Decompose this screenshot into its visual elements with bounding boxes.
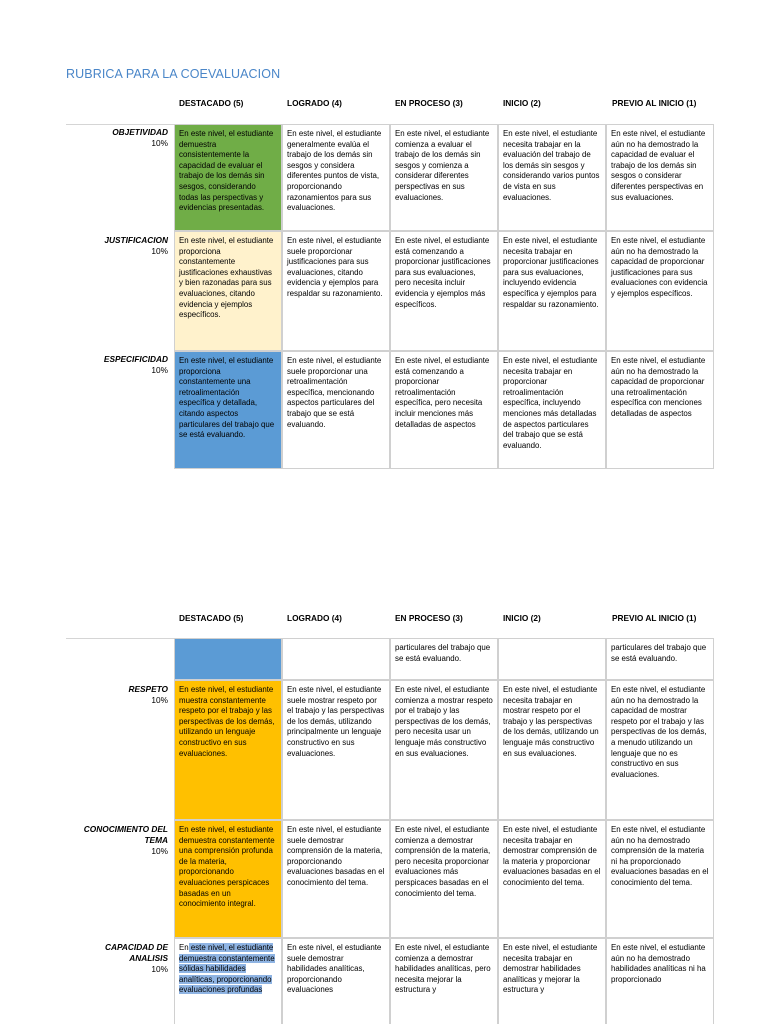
- cell-previo: En este nivel, el estudiante aún no ha demostrado la capacidad de mostrar respeto por el trabajo y las perspectivas de los demás, a menudo utilizando un lenguaje que no es constructivo en sus evaluaciones.: [606, 680, 714, 820]
- cell-en-proceso: En este nivel, el estudiante comienza a mostrar respeto por el trabajo y las perspectivas de los demás, pero necesita usar un lenguaje más constructivo en sus evaluaciones.: [390, 680, 498, 820]
- criterion-row-especificidad: [66, 351, 704, 469]
- cell-en-proceso: En este nivel, el estudiante está comenzando a proporcionar retroalimentación específica, pero necesita incluir menciones más detalladas de aspectos: [390, 351, 498, 469]
- criterion-weight: 10%: [151, 138, 168, 148]
- level-header-logrado: LOGRADO (4): [287, 98, 342, 108]
- level-header-inicio: INICIO (2): [503, 613, 541, 623]
- cell-logrado: En este nivel, el estudiante suele demostrar comprensión de la materia, proporcionando evaluaciones basadas en el conocimiento del tema.: [282, 820, 390, 938]
- cell-inicio: En este nivel, el estudiante necesita trabajar en demostrar habilidades analíticas y mejorar la estructura y: [498, 938, 606, 1024]
- cell-logrado: En este nivel, el estudiante generalmente evalúa el trabajo de los demás sin sesgos y considera diferentes puntos de vista, proporcionando razonamientos para sus evaluaciones.: [282, 124, 390, 231]
- rubric-table-2: [66, 613, 709, 995]
- cell-inicio: En este nivel, el estudiante necesita trabajar en mostrar respeto por el trabajo y las perspectivas de los demás, utilizando un lenguaje más constructivo en sus evaluaciones.: [498, 680, 606, 820]
- criterion-name: RESPETO: [128, 684, 168, 694]
- cell-destacado: En este nivel, el estudiante demuestra consistentemente la capacidad de evaluar el trabajo de los demás sin sesgos, considerando todas las perspectivas y evidencias presentadas.: [174, 124, 282, 231]
- cell-previo: En este nivel, el estudiante aún no ha demostrado la capacidad de proporcionar una retroalimentación específica con menciones detalladas de aspectos: [606, 351, 714, 469]
- cell-en-proceso: En este nivel, el estudiante comienza a demostrar comprensión de la materia, pero necesita proporcionar evaluaciones más perspicaces basadas en el conocimiento del tema.: [390, 820, 498, 938]
- criterion-label: [66, 824, 168, 857]
- cell-destacado: En este nivel, el estudiante proporciona constantemente justificaciones exhaustivas y bien razonadas para sus evaluaciones, citando evidencia y ejemplos específicos.: [174, 231, 282, 351]
- criterion-weight: 10%: [151, 846, 168, 856]
- cell-previo: En este nivel, el estudiante aún no ha demostrado la capacidad de proporcionar justificaciones para sus evaluaciones con evidencia y ejemplos específicos.: [606, 231, 714, 351]
- cell-logrado: En este nivel, el estudiante suele proporcionar una retroalimentación específica, mencionando aspectos particulares del trabajo que se está evaluando.: [282, 351, 390, 469]
- criterion-label: [66, 127, 168, 149]
- level-header-destacado: DESTACADO (5): [179, 98, 244, 108]
- cell-destacado: [174, 638, 282, 680]
- criterion-label: [66, 942, 168, 975]
- criterion-row-conocimiento: [66, 820, 709, 938]
- criterion-name: ESPECIFICIDAD: [103, 354, 168, 364]
- cell-en-proceso: En este nivel, el estudiante está comenzando a proporcionar justificaciones para sus evaluaciones, pero necesita incluir evidencia y ejemplos más específicos.: [390, 231, 498, 351]
- cell-inicio: En este nivel, el estudiante necesita trabajar en la evaluación del trabajo de los demás sin sesgos y considerando varios puntos de vista en sus evaluaciones.: [498, 124, 606, 231]
- cell-destacado: En este nivel, el estudiante proporciona constantemente una retroalimentación específica y detallada, citando aspectos particulares del trabajo que se está evaluando.: [174, 351, 282, 469]
- criterion-name: JUSTIFICACION: [104, 235, 168, 245]
- cell-inicio: En este nivel, el estudiante necesita trabajar en proporcionar retroalimentación específica, incluyendo menciones más detalladas de aspectos particulares del trabajo que se está evaluando.: [498, 351, 606, 469]
- criterion-weight: 10%: [151, 964, 168, 974]
- cell-previo: En este nivel, el estudiante aún no ha demostrado la capacidad de evaluar el trabajo de los demás sin sesgos o considerar diferentes perspectivas en sus evaluaciones.: [606, 124, 714, 231]
- criterion-label: [66, 235, 168, 257]
- criterion-name: CAPACIDAD DE ANALISIS: [105, 942, 168, 963]
- criterion-weight: 10%: [151, 695, 168, 705]
- level-header-en-proceso: EN PROCESO (3): [395, 613, 463, 623]
- cell-text-prefix: En: [179, 943, 189, 952]
- level-header-previo: PREVIO AL INICIO (1): [612, 98, 697, 108]
- level-header-row: [66, 613, 704, 639]
- cell-inicio: [498, 638, 606, 680]
- cell-destacado[interactable]: [174, 938, 282, 1024]
- criterion-row-justificacion: [66, 231, 708, 351]
- page-title: RUBRICA PARA LA COEVALUACION: [66, 67, 281, 81]
- criterion-row-respeto: [66, 680, 707, 820]
- level-header-row: [66, 98, 704, 124]
- cell-en-proceso: particulares del trabajo que se está evaluando.: [390, 638, 498, 680]
- cell-previo: En este nivel, el estudiante aún no ha demostrado comprensión de la materia ni ha proporcionado evaluaciones basadas en el conocimiento del tema.: [606, 820, 714, 938]
- cell-inicio: En este nivel, el estudiante necesita trabajar en proporcionar justificaciones para sus evaluaciones, incluyendo evidencia específica y ejemplos para respaldar su razonamiento.: [498, 231, 606, 351]
- cell-en-proceso: En este nivel, el estudiante comienza a evaluar el trabajo de los demás sin sesgos y comienza a considerar diferentes perspectivas en sus evaluaciones.: [390, 124, 498, 231]
- cell-previo: particulares del trabajo que se está evaluando.: [606, 638, 714, 680]
- cell-en-proceso: En este nivel, el estudiante comienza a demostrar habilidades analíticas, pero necesita mejorar la estructura y: [390, 938, 498, 1024]
- level-header-destacado: DESTACADO (5): [179, 613, 244, 623]
- criterion-label: [66, 684, 168, 706]
- cell-logrado: [282, 638, 390, 680]
- selected-text[interactable]: este nivel, el estudiante demuestra constantemente sólidas habilidades analíticas, proporcionando evaluaciones profundas: [179, 943, 275, 995]
- cell-logrado: En este nivel, el estudiante suele demostrar habilidades analíticas, proporcionando evaluaciones: [282, 938, 390, 1024]
- criterion-row-objetividad: [66, 124, 704, 231]
- criterion-weight: 10%: [151, 365, 168, 375]
- cell-destacado: En este nivel, el estudiante muestra constantemente respeto por el trabajo y las perspectivas de los demás, utilizando un lenguaje constructivo en sus evaluaciones.: [174, 680, 282, 820]
- rubric-table-1: [66, 98, 708, 450]
- cell-logrado: En este nivel, el estudiante suele mostrar respeto por el trabajo y las perspectivas de los demás, utilizando principalmente un lenguaje constructivo en sus evaluaciones.: [282, 680, 390, 820]
- criterion-label: [66, 354, 168, 376]
- level-header-previo: PREVIO AL INICIO (1): [612, 613, 697, 623]
- criterion-row-capacidad-analisis: [66, 938, 704, 1024]
- cell-logrado: En este nivel, el estudiante suele proporcionar justificaciones para sus evaluaciones, citando evidencia y ejemplos para respaldar su razonamiento.: [282, 231, 390, 351]
- cell-destacado: En este nivel, el estudiante demuestra constantemente una comprensión profunda de la materia, proporcionando evaluaciones perspicaces basadas en un conocimiento integral.: [174, 820, 282, 938]
- level-header-inicio: INICIO (2): [503, 98, 541, 108]
- level-header-en-proceso: EN PROCESO (3): [395, 98, 463, 108]
- level-header-logrado: LOGRADO (4): [287, 613, 342, 623]
- cell-inicio: En este nivel, el estudiante necesita trabajar en demostrar comprensión de la materia y proporcionar evaluaciones basadas en el conocimiento del tema.: [498, 820, 606, 938]
- criterion-name: OBJETIVIDAD: [112, 127, 168, 137]
- criterion-name: CONOCIMIENTO DEL TEMA: [83, 824, 168, 845]
- criterion-weight: 10%: [151, 246, 168, 256]
- continuation-row-especificidad: [66, 638, 707, 680]
- cell-previo: En este nivel, el estudiante aún no ha demostrado habilidades analíticas ni ha proporcionado: [606, 938, 714, 1024]
